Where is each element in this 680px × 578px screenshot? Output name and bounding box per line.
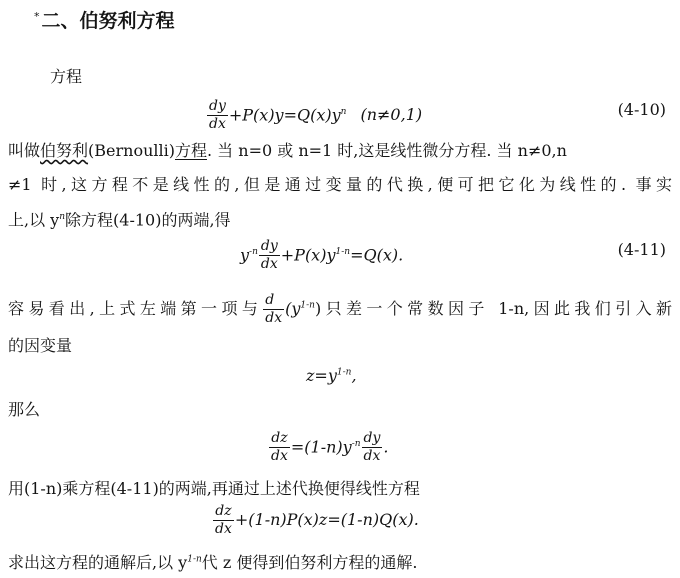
fraction-d-dx: $\frac{d}{dx}$ [265, 292, 283, 326]
paragraph-line: 上,以 $y^n$除方程(4-10)的两端,得 [8, 210, 231, 230]
fraction-dz-dx: $\frac{dz}{dx}$ [215, 503, 232, 537]
paragraph-line: 的因变量 [8, 336, 73, 355]
fraction-dy-dx: $\frac{dy}{dx}$ [260, 238, 278, 273]
equation-number: (4-10) [617, 100, 666, 119]
paragraph-line: 叫做伯努利(Bernoulli)方程. 当 n=0 或 n=1 时,这是线性微分方程. 当 n≠0,n [8, 141, 567, 160]
equation-number: (4-11) [617, 240, 666, 259]
equation-linear: $\frac{dz}{dx}$ +(1-n)P(x)z=(1-n)Q(x). [215, 503, 419, 537]
fraction-dy-dx: $\frac{dy}{dx}$ [209, 98, 226, 133]
fraction-dy-dx: $\frac{dy}{dx}$ [363, 430, 381, 465]
equation-body: +P(x)y=Q(x)y [228, 105, 341, 125]
equation-4-11: $y^{-n}$ $\frac{dy}{dx}$ $+P(x)y^{1-n}=Q(x)$. [240, 238, 404, 273]
section-heading [34, 6, 175, 33]
equation-4-10 [206, 92, 422, 135]
exponent: n [340, 107, 347, 117]
intro-text: 方程 [50, 67, 83, 86]
paragraph-line: 用(1-n)乘方程(4-11)的两端,再通过上述代换便得线性方程 [8, 479, 420, 498]
paragraph-line: ≠1 时,这方程不是线性的,但是通过变量的代换,便可把它化为线性的. 事实 [8, 175, 672, 194]
paragraph-line: 那么 [8, 400, 41, 419]
section-title: 二、伯努利方程 [41, 10, 175, 32]
term-bernoulli: 伯努利 [40, 141, 89, 160]
section-star: * [34, 10, 40, 23]
fraction-dz-dx: $\frac{dz}{dx}$ [271, 430, 288, 465]
paragraph-line: 求出这方程的通解后,以 $y^{1-n}$代 z 便得到伯努利方程的通解. [8, 553, 418, 572]
equation-derivative: $\frac{dz}{dx}$ $=(1-n)y^{-n}$ $\frac{dy}{dx}$ . [271, 430, 389, 465]
equation-condition: (n≠0,1) [360, 105, 423, 125]
term-equation: 方程 [174, 141, 207, 160]
equation-substitution: $z=y^{1-n}$, [306, 366, 357, 385]
paragraph-line: 容易看出,上式左端第一项与 $\frac{d}{dx}$ $(y^{1-n})$只差一个常数因子 1-n,因此我们引入新 [8, 292, 672, 326]
